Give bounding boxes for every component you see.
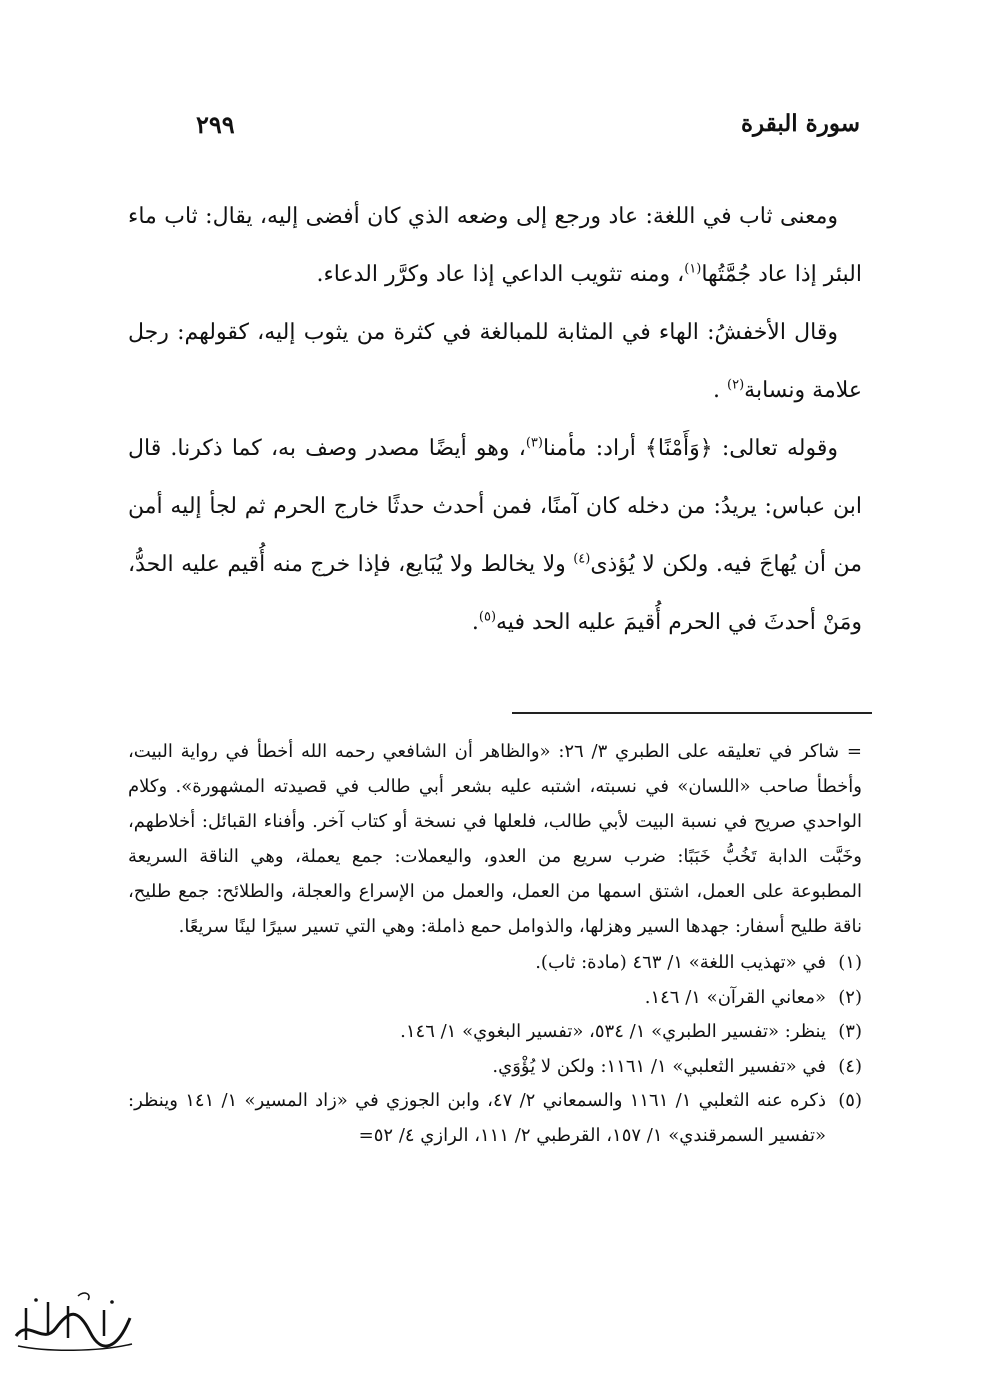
footnote-ref-1[interactable]: (١) xyxy=(684,261,702,277)
page-number: ٢٩٩ xyxy=(196,110,235,139)
footnote-number: (٤) xyxy=(838,1055,862,1077)
footnote-text: ينظر: «تفسير الطبري» ١/ ٥٣٤، «تفسير البغوي» ١/ ١٤٦. xyxy=(400,1021,826,1042)
page-header xyxy=(196,110,860,150)
footnote-ref-2[interactable]: (٢) xyxy=(727,377,745,393)
footnote-item xyxy=(128,946,862,981)
footnote-number: (٣) xyxy=(838,1021,862,1042)
footnote-item xyxy=(128,1084,862,1153)
footnote-text: «معاني القرآن» ١/ ١٤٦. xyxy=(644,986,826,1008)
footnote-ref-3[interactable]: (٣) xyxy=(525,435,543,451)
main-text xyxy=(128,188,862,652)
surah-title: سورة البقرة xyxy=(740,110,860,137)
paragraph-3 xyxy=(128,420,862,652)
footnote-text: في «تفسير الثعلبي» ١/ ١١٦١: ولكن لا يُؤْوَي. xyxy=(492,1055,826,1077)
footnote-continuation: = شاكر في تعليقه على الطبري ٣/ ٢٦: «والظاهر أن الشافعي رحمه الله أخطأ في رواية البيت، وأخطأ صاحب «اللسان» في نسبته، اشتبه عليه بشعر أبي طالب في قصيدته المشهورة». وكلام الواحدي صريح في نسبة البيت لأبي طالب، فلعلها في نسخة أو كتاب آخر. وأفناء القبائل: أخلاطهم، وخَبَّت الدابة تَخُبُّ خَبَبًا: ضرب سريع من العدو، واليعملات: جمع يعملة، وهي الناقة السريعة المطبوعة على العمل، اشتق اسمها من العمل، والعمل من الإسراع والعجلة، والطلائح: جمع طليح، ناقة طليح أسفار: جهدها السير وهزلها، والذوامل حمع ذاملة: وهي التي تسير سيرًا لينًا سريعًا. xyxy=(128,741,862,937)
footnotes-section xyxy=(128,734,862,1153)
publisher-logo xyxy=(8,1288,138,1358)
footnote-item xyxy=(128,981,862,1016)
paragraph-text: ، وهو أيضًا مصدر وصف به، كما ذكرنا. قال ابن عباس: يريدُ: من دخله كان آمنًا، فمن أحدث حدثًا خارج الحرم ثم لجأ إليه أمن من أن يُهاجَ فيه. ولكن لا يُؤذى xyxy=(128,436,862,577)
footnote-item xyxy=(128,1015,862,1050)
footnote-number: (١) xyxy=(838,952,862,973)
paragraph-text: ومعنى ثاب في اللغة: عاد ورجع إلى وضعه الذي كان أفضى إليه، يقال: ثاب ماء البئر إذا عاد جُمَّتُها xyxy=(128,204,862,287)
footnote-text: ذكره عنه الثعلبي ١/ ١١٦١ والسمعاني ٢/ ٤٧، وابن الجوزي في «زاد المسير» ١/ ١٤١ وينظر: «تفسير السمرقندي» ١/ ١٥٧، القرطبي ٢/ ١١١، الرازي ٤/ ٥٢= xyxy=(128,1090,826,1146)
footnote-number: (٥) xyxy=(838,1090,862,1111)
paragraph-2 xyxy=(128,304,862,420)
paragraph-text: . xyxy=(471,610,479,635)
footnote-ref-4[interactable]: (٤) xyxy=(573,551,591,567)
paragraph-text: ، ومنه تثويب الداعي إذا عاد وكرَّر الدعاء. xyxy=(316,262,685,287)
paragraph-text: ولا يخالط ولا يُبَايع، فإذا خرج منه أُقيم عليه الحدُّ، ومَنْ أحدثَ في الحرم أُقيمَ عليه الحد فيه xyxy=(128,552,862,635)
footnote-text: في «تهذيب اللغة» ١/ ٤٦٣ (مادة: ثاب). xyxy=(535,952,826,973)
paragraph-text: وقال الأخفشُ: الهاء في المثابة للمبالغة في كثرة من يثوب إليه، كقولهم: رجل علامة ونسابة xyxy=(128,320,862,403)
paragraph-1 xyxy=(128,188,862,304)
footnote-item xyxy=(128,1050,862,1085)
footnote-separator xyxy=(512,712,872,714)
footnote-number: (٢) xyxy=(838,986,862,1008)
paragraph-text: . xyxy=(713,378,728,403)
paragraph-text: وقوله تعالى: ﴿وَأَمْنًا﴾ أراد: مأمنا xyxy=(542,436,838,461)
footnote-list xyxy=(128,946,862,1153)
footnote-ref-5[interactable]: (٥) xyxy=(478,609,497,625)
